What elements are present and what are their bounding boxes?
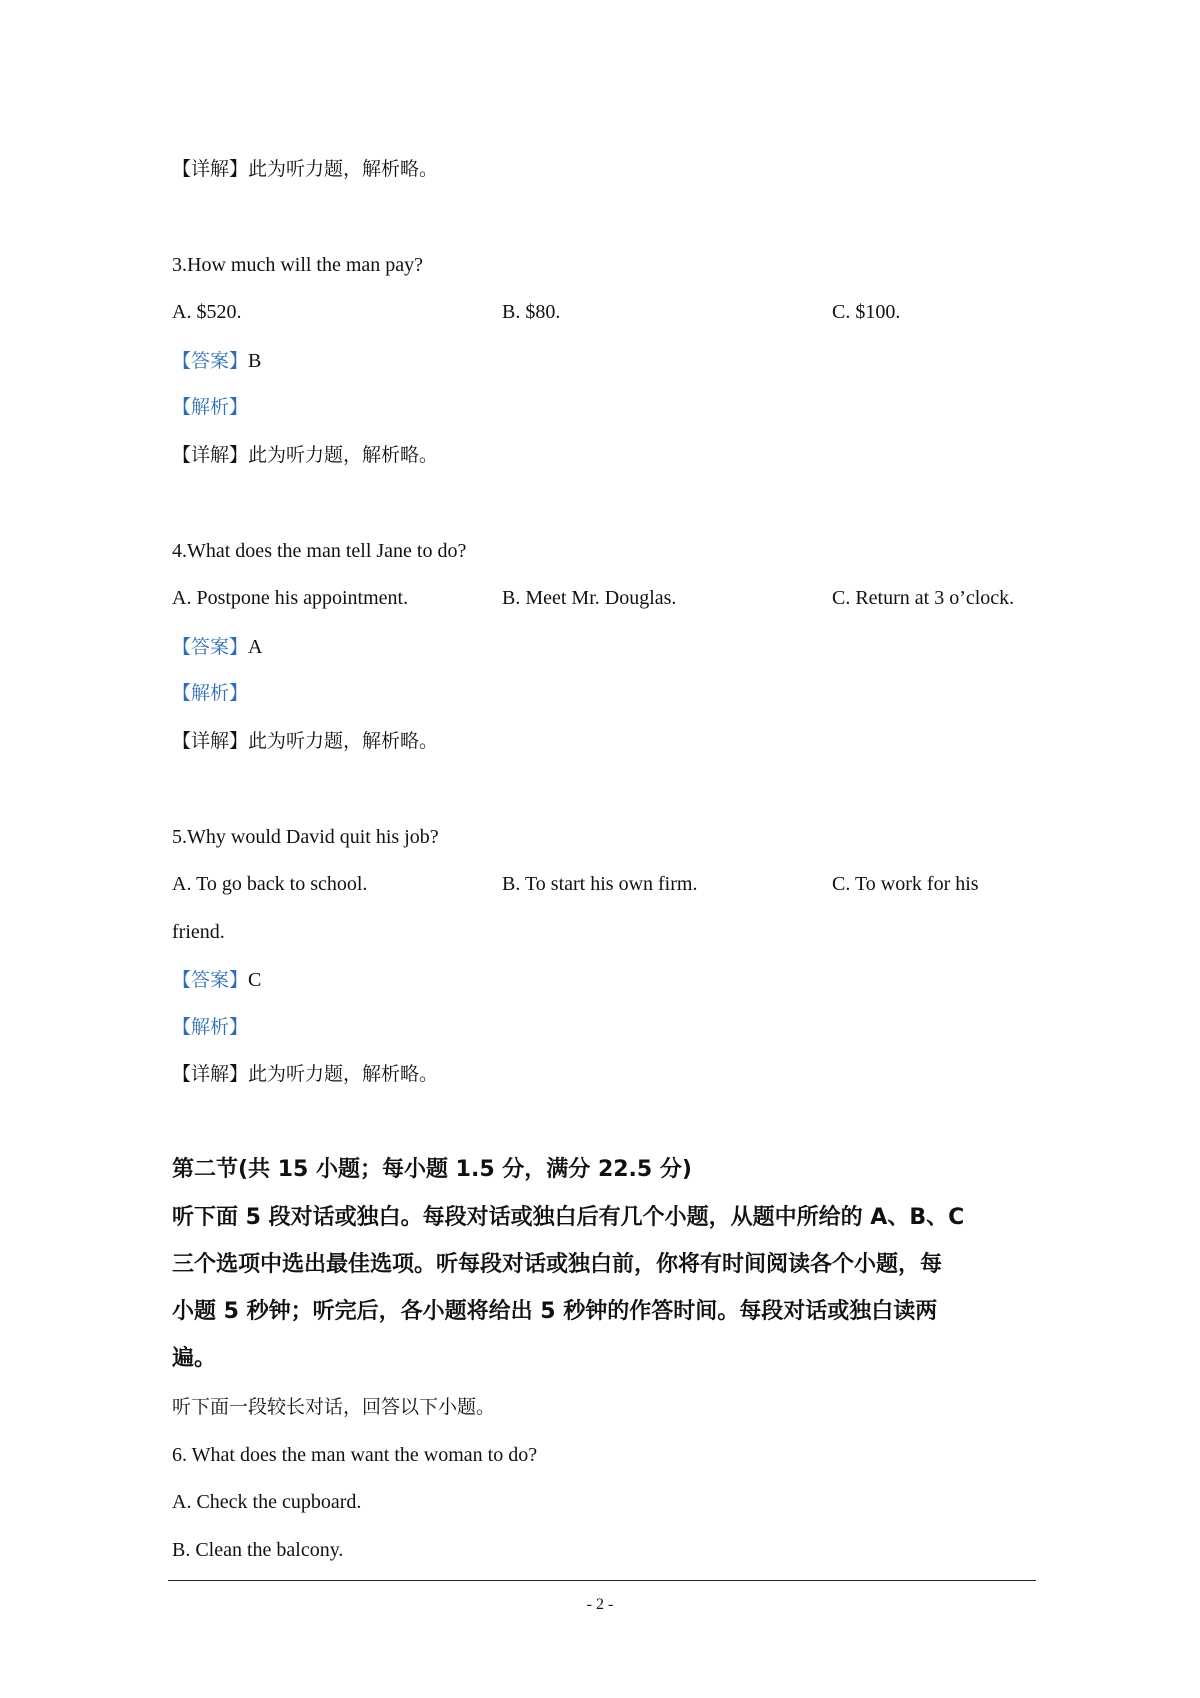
q6-question: 6. What does the man want the woman to do? xyxy=(172,1444,538,1466)
section2-instruction-line-1: 听下面 5 段对话或独白。每段对话或独白后有几个小题，从题中所给的 A、B、C xyxy=(172,1205,965,1230)
q3-answer-label: 【答案】 xyxy=(172,350,249,372)
q5-answer-value: C xyxy=(248,969,262,991)
q3-option-b: B. $80. xyxy=(502,301,561,323)
q6-option-b: B. Clean the balcony. xyxy=(172,1539,344,1561)
q3-option-a: A. $520. xyxy=(172,301,242,323)
q4-option-a: A. Postpone his appointment. xyxy=(172,587,409,609)
q3-analysis-label: 【解析】 xyxy=(172,396,249,418)
section2-heading: 第二节(共 15 小题；每小题 1.5 分，满分 22.5 分) xyxy=(172,1157,692,1182)
q5-detail: 【详解】此为听力题，解析略。 xyxy=(172,1063,439,1085)
q4-answer-value: A xyxy=(248,636,263,658)
q5-question: 5.Why would David quit his job? xyxy=(172,826,439,848)
q5-option-b: B. To start his own firm. xyxy=(502,873,698,895)
q3-detail: 【详解】此为听力题，解析略。 xyxy=(172,444,439,466)
q4-detail: 【详解】此为听力题，解析略。 xyxy=(172,730,439,752)
q5-answer-label: 【答案】 xyxy=(172,969,249,991)
section2-instruction-line-4: 遍。 xyxy=(172,1346,217,1371)
q5-option-a: A. To go back to school. xyxy=(172,873,368,895)
q4-option-c: C. Return at 3 o’clock. xyxy=(832,587,1015,609)
q5-option-c-wrap: friend. xyxy=(172,921,225,943)
q4-answer-label: 【答案】 xyxy=(172,636,249,658)
q4-option-b: B. Meet Mr. Douglas. xyxy=(502,587,677,609)
footer-divider xyxy=(168,1580,1036,1581)
q4-analysis-label: 【解析】 xyxy=(172,682,249,704)
section2-instruction-line-3: 小题 5 秒钟；听完后，各小题将给出 5 秒钟的作答时间。每段对话或独白读两 xyxy=(172,1299,938,1324)
section2-instruction-line-2: 三个选项中选出最佳选项。听每段对话或独白前，你将有时间阅读各个小题，每 xyxy=(172,1252,943,1277)
q5-option-c: C. To work for his xyxy=(832,873,979,895)
q4-answer xyxy=(172,632,262,661)
q2-detail: 【详解】此为听力题，解析略。 xyxy=(172,158,439,180)
q3-option-c: C. $100. xyxy=(832,301,901,323)
q5-analysis-label: 【解析】 xyxy=(172,1016,249,1038)
q3-answer-value: B xyxy=(248,350,262,372)
q4-question: 4.What does the man tell Jane to do? xyxy=(172,540,467,562)
q5-answer xyxy=(172,965,261,994)
section2-intro: 听下面一段较长对话，回答以下小题。 xyxy=(172,1396,496,1418)
q3-answer xyxy=(172,346,261,375)
q3-question: 3.How much will the man pay? xyxy=(172,254,424,276)
q6-option-a: A. Check the cupboard. xyxy=(172,1491,362,1513)
page-number: - 2 - xyxy=(586,1596,614,1613)
